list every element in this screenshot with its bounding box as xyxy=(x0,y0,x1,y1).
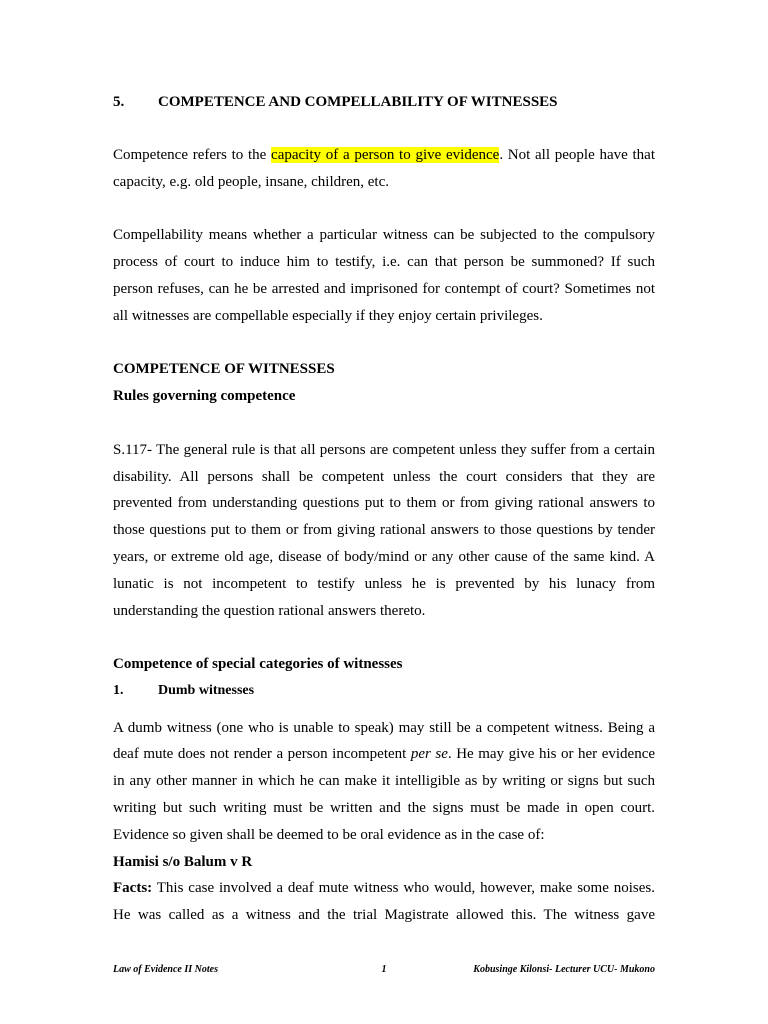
paragraph-line: Compellability means whether a particular witness can be subjected to the compulsory xyxy=(113,227,655,244)
rule-paragraph xyxy=(113,437,655,625)
compellability-definition-paragraph xyxy=(113,222,655,329)
facts-label: Facts: xyxy=(113,880,153,897)
footer-course-title: Law of Evidence II Notes xyxy=(113,964,218,975)
dumb-witnesses-paragraph xyxy=(113,715,655,849)
paragraph-line xyxy=(113,142,655,169)
footer-page-number: 1 xyxy=(381,964,387,975)
paragraph-line: S.117- The general rule is that all persons are competent unless they suffer from a certain xyxy=(113,441,655,458)
item-title: Dumb witnesses xyxy=(158,683,255,699)
section-number: 5. xyxy=(113,93,125,110)
paragraph-line xyxy=(113,741,655,768)
page-footer xyxy=(113,963,655,977)
text-run: . Not all people have that xyxy=(499,147,655,164)
document-page xyxy=(113,89,655,929)
paragraph-line: in any other manner in which he can make it intelligible as by writing or signs but such xyxy=(113,773,655,790)
paragraph-line: capacity, e.g. old people, insane, children, etc. xyxy=(113,173,389,190)
paragraph-line: all witnesses are compellable especially if they enjoy certain privileges. xyxy=(113,307,543,324)
footer-author: Kobusinge Kilonsi- Lecturer UCU- Mukono xyxy=(473,964,655,975)
text-run: . He may give his or her evidence xyxy=(447,746,656,763)
facts-paragraph xyxy=(113,875,655,929)
competence-definition-paragraph xyxy=(113,142,655,196)
paragraph-line: A dumb witness (one who is unable to speak) may still be a competent witness. Being a xyxy=(113,719,655,736)
text-run: deaf mute does not render a person incompetent xyxy=(113,746,407,763)
text-run: Competence refers to the xyxy=(113,147,267,164)
section-title: COMPETENCE AND COMPELLABILITY OF WITNESSES xyxy=(158,93,558,110)
section-heading xyxy=(113,89,655,116)
paragraph-line: disability. All persons shall be competent unless the court considers that they are xyxy=(113,468,655,485)
paragraph-line: years, or extreme old age, disease of body/mind or any other cause of the same kind. A xyxy=(113,549,655,566)
item-number: 1. xyxy=(113,683,124,699)
dumb-witnesses-item-heading xyxy=(113,678,655,705)
paragraph-line: those questions put to them or from giving rational answers to those questions by tender xyxy=(113,522,655,539)
paragraph-line: He was called as a witness and the trial Magistrate allowed this. The witness gave xyxy=(113,907,655,924)
italic-text: per se xyxy=(410,746,448,763)
paragraph-line: prevented from understanding questions put to them or from giving rational answers to xyxy=(113,495,655,512)
paragraph-line: writing but such writing must be written and the signs must be made in open court. xyxy=(113,799,655,816)
paragraph-line: understanding the question rational answers thereto. xyxy=(113,602,426,619)
special-categories-heading: Competence of special categories of witnesses xyxy=(113,656,403,673)
competence-heading: COMPETENCE OF WITNESSES xyxy=(113,361,335,378)
paragraph-line: lunatic is not incompetent to testify unless he is prevented by his lunacy from xyxy=(113,575,655,592)
paragraph-line: Evidence so given shall be deemed to be oral evidence as in the case of: xyxy=(113,826,545,843)
rules-subheading: Rules governing competence xyxy=(113,388,296,405)
case-name: Hamisi s/o Balum v R xyxy=(113,853,253,870)
paragraph-line xyxy=(113,875,655,902)
paragraph-line: process of court to induce him to testify, i.e. can that person be summoned? If such xyxy=(113,254,655,271)
text-run: This case involved a deaf mute witness who would, however, make some noises. xyxy=(156,880,655,897)
paragraph-line: person refuses, can he be arrested and imprisoned for contempt of court? Sometimes not xyxy=(113,281,655,298)
highlighted-text: capacity of a person to give evidence xyxy=(271,147,500,164)
